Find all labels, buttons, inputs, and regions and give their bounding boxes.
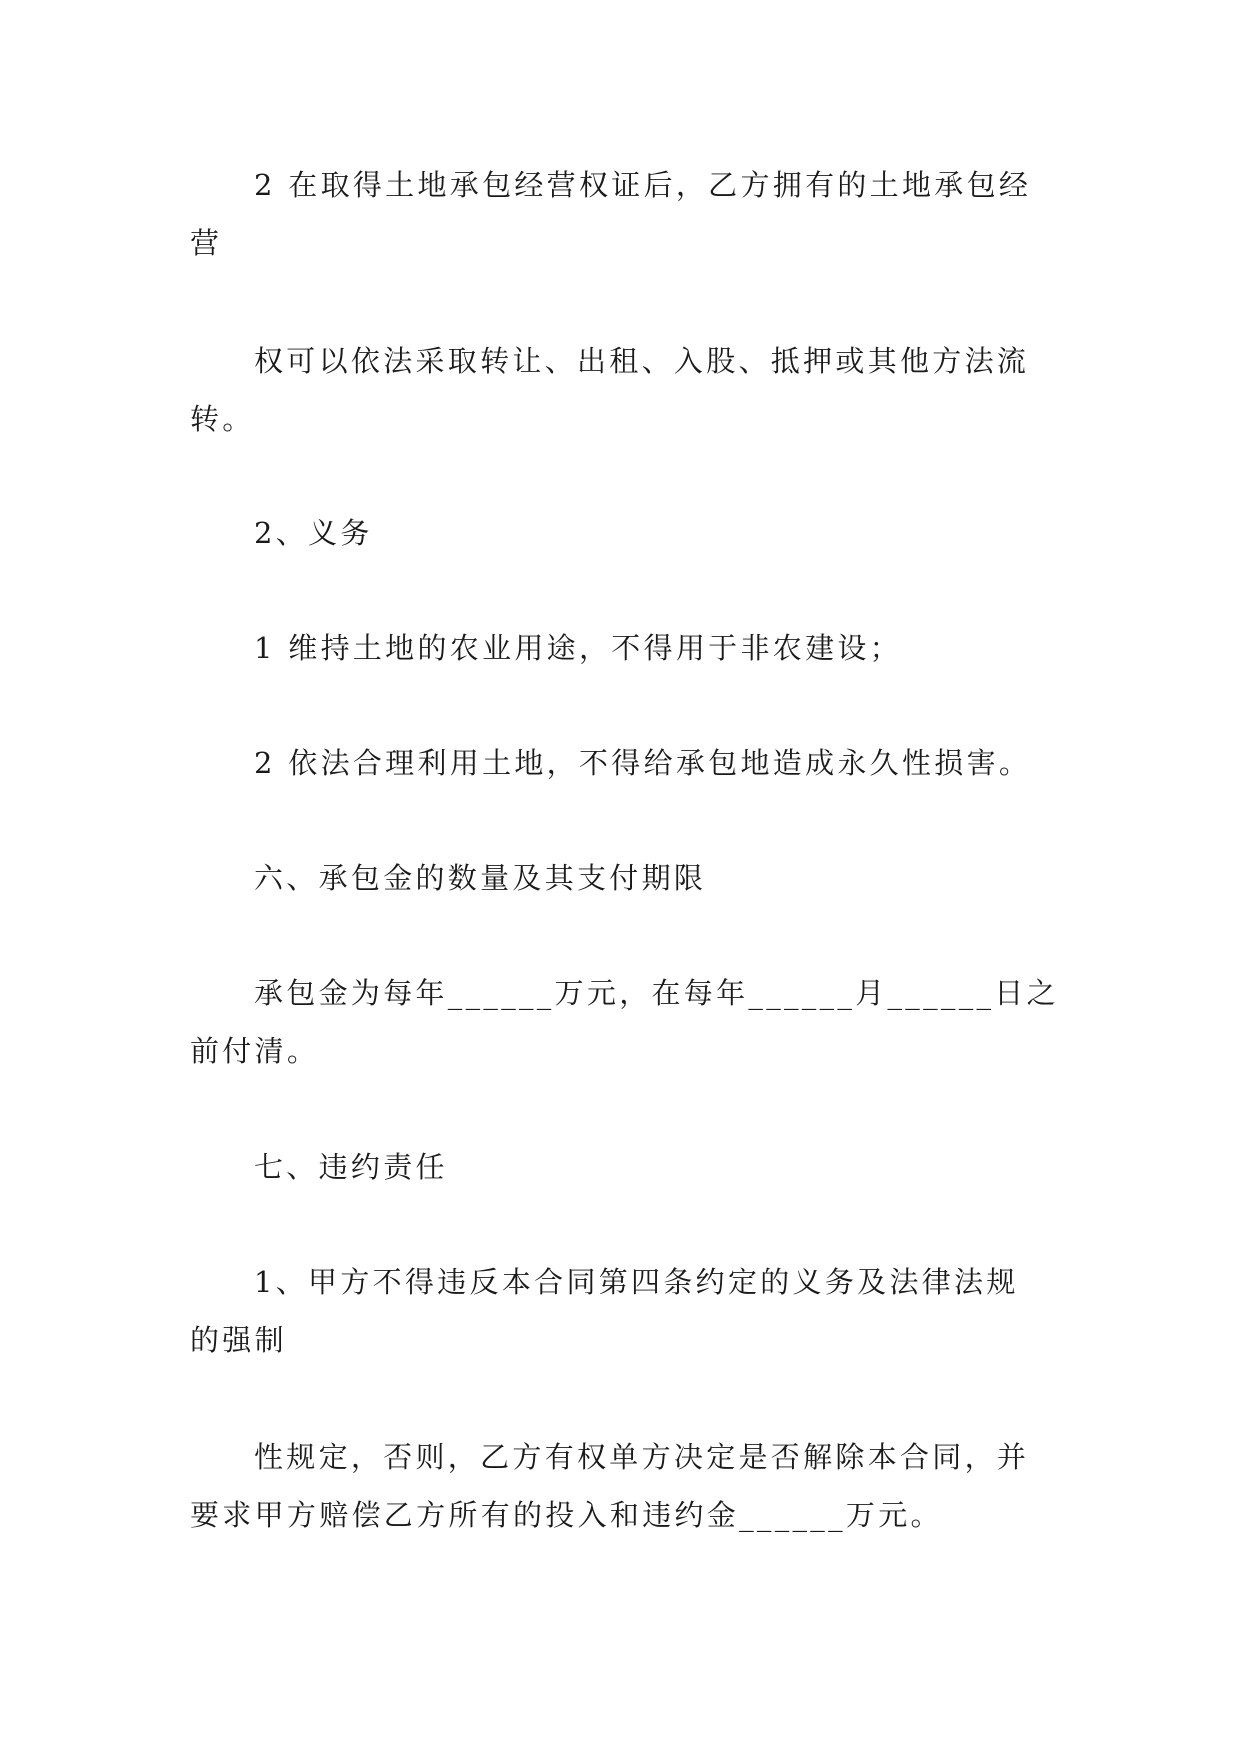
paragraph-line: 承包金为每年______万元，在每年______月______日之 bbox=[254, 976, 1059, 1010]
paragraph-line: 营 bbox=[190, 226, 223, 260]
paragraph-line: 的强制 bbox=[190, 1323, 287, 1357]
paragraph-line: 1 维持土地的农业用途，不得用于非农建设； bbox=[254, 631, 902, 665]
paragraph-line: 要求甲方赔偿乙方所有的投入和违约金______万元。 bbox=[190, 1498, 943, 1532]
paragraph-line: 1、甲方不得违反本合同第四条约定的义务及法律法规 bbox=[254, 1265, 1019, 1299]
section-heading: 七、违约责任 bbox=[254, 1150, 448, 1184]
paragraph-line: 转。 bbox=[190, 402, 255, 436]
paragraph-line: 权可以依法采取转让、出租、入股、抵押或其他方法流 bbox=[254, 344, 1030, 378]
section-heading: 2、义务 bbox=[254, 516, 373, 550]
paragraph-line: 2 依法合理利用土地，不得给承包地造成永久性损害。 bbox=[254, 746, 1032, 780]
paragraph-line: 性规定，否则，乙方有权单方决定是否解除本合同，并 bbox=[254, 1440, 1030, 1474]
paragraph-line: 2 在取得土地承包经营权证后，乙方拥有的土地承包经 bbox=[254, 168, 1032, 202]
section-heading: 六、承包金的数量及其支付期限 bbox=[254, 861, 707, 895]
paragraph-line: 前付清。 bbox=[190, 1034, 320, 1068]
